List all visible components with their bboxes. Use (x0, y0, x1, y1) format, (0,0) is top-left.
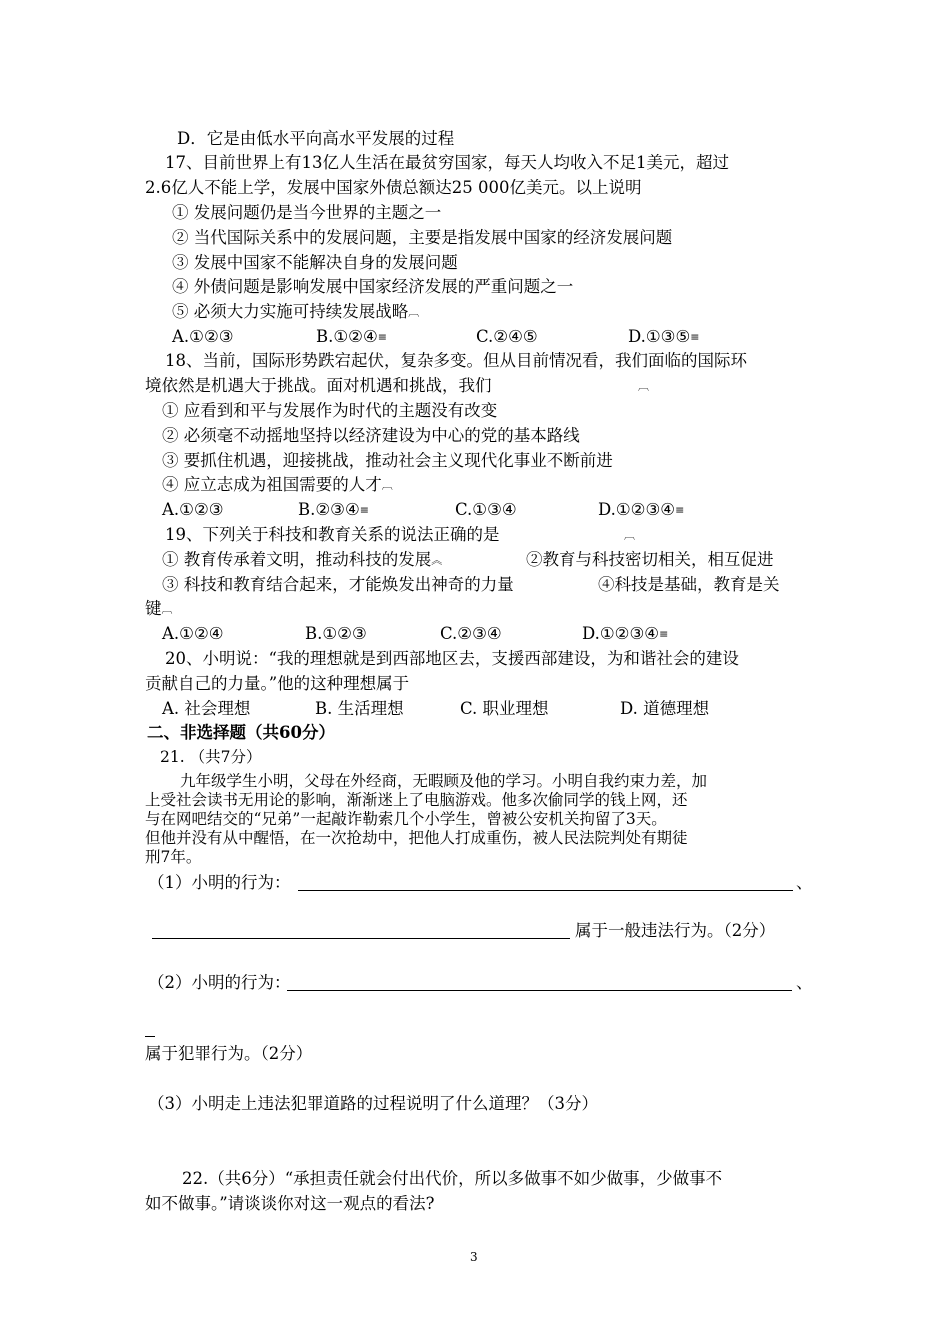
q21-sub2-label: （2）小明的行为： (148, 973, 291, 992)
answer-bracket-mark: ︹ (624, 528, 635, 542)
q21-para-line-4: 但他并没有从中醒悟，在一次抢劫中，把他人打成重伤，被人民法院判处有期徒 (145, 829, 688, 847)
q19-item-1: ① 教育传承着文明，推动科技的发展︽ (162, 550, 443, 569)
page-number: 3 (470, 1250, 478, 1264)
q17-item-4: ④ 外债问题是影响发展中国家经济发展的严重问题之一 (172, 277, 574, 296)
q17-stem-line-1: 17、目前世界上有13亿人生活在最贫穷国家，每天人均收入不足1美元，超过 (165, 153, 729, 172)
q21-para-line-3: 与在网吧结交的“兄弟”一起敲诈勒索几个小学生，曾被公安机关拘留了3天。 (145, 810, 667, 828)
q21-sub1-answer-line-1[interactable] (298, 890, 793, 891)
q17-item-1: ① 发展问题仍是当今世界的主题之一 (172, 203, 442, 222)
q18-option-d: D.①②③④≡ (598, 500, 685, 519)
q17-item-2: ② 当代国际关系中的发展问题，主要是指发展中国家的经济发展问题 (172, 228, 673, 247)
q21-sub3: （3）小明走上违法犯罪道路的过程说明了什么道理？（3分） (148, 1094, 598, 1113)
section-2-title: 二、非选择题（共60分） (147, 723, 335, 742)
q19-option-c: C.②③④ (440, 624, 502, 643)
q19-item-4-cont: 键︹ (145, 599, 173, 618)
q21-sub1-end: 属于一般违法行为。（2分） (575, 921, 776, 940)
q20-option-d: D. 道德理想 (620, 699, 710, 718)
q18-item-2: ② 必须毫不动摇地坚持以经济建设为中心的党的基本路线 (162, 426, 580, 445)
q21-sub1-label: （1）小明的行为： (148, 873, 291, 892)
q19-item-2: ②教育与科技密切相关，相互促进 (526, 550, 774, 569)
q21-para-line-1: 九年级学生小明，父母在外经商，无暇顾及他的学习。小明自我约束力差，加 (180, 772, 708, 790)
q18-item-4: ④ 应立志成为祖国需要的人才︹ (162, 475, 393, 494)
q17-option-a: A.①②③ (172, 327, 234, 346)
q21-sub1-answer-line-2[interactable] (152, 938, 570, 939)
q18-option-a: A.①②③ (162, 500, 224, 519)
q19-option-a: A.①②④ (162, 624, 224, 643)
answer-bracket-mark: ︹ (638, 379, 649, 393)
q18-item-1: ① 应看到和平与发展作为时代的主题没有改变 (162, 401, 498, 420)
q20-option-a: A. 社会理想 (162, 699, 251, 718)
q19-item-3: ③ 科技和教育结合起来，才能焕发出神奇的力量 (162, 575, 514, 594)
q17-item-3: ③ 发展中国家不能解决自身的发展问题 (172, 253, 458, 272)
q20-option-c: C. 职业理想 (460, 699, 549, 718)
q21-sub2-answer-line-2[interactable] (145, 1036, 155, 1037)
q20-stem-line-2: 贡献自己的力量。”他的这种理想属于 (145, 674, 410, 693)
q18-option-b: B.②③④≡ (298, 500, 369, 519)
q22-line-1: 22.（共6分）“承担责任就会付出代价，所以多做事不如少做事，少做事不 (182, 1169, 723, 1188)
q20-option-b: B. 生活理想 (315, 699, 404, 718)
q17-item-5: ⑤ 必须大力实施可持续发展战略︹ (172, 302, 420, 321)
q21-sub2-end: 属于犯罪行为。（2分） (145, 1044, 313, 1063)
q18-item-3: ③ 要抓住机遇，迎接挑战，推动社会主义现代化事业不断前进 (162, 451, 613, 470)
q18-stem-line-1: 18、当前，国际形势跌宕起伏，复杂多变。但从目前情况看，我们面临的国际环 (165, 351, 747, 370)
q19-option-b: B.①②③ (305, 624, 367, 643)
q17-option-c: C.②④⑤ (476, 327, 538, 346)
q17-option-d: D.①③⑤≡ (628, 327, 700, 346)
q21-sub1-separator: 、 (796, 873, 813, 892)
q22-line-2: 如不做事。”请谈谈你对这一观点的看法? (145, 1194, 435, 1213)
q17-option-b: B.①②④≡ (316, 327, 387, 346)
q16-option-d: D．它是由低水平向高水平发展的过程 (177, 129, 455, 148)
q21-para-line-5: 刑7年。 (145, 848, 202, 866)
q19-option-d: D.①②③④≡ (582, 624, 669, 643)
q21-header: 21. （共7分） (160, 748, 262, 766)
q21-sub2-separator: 、 (796, 973, 813, 992)
q20-stem-line-1: 20、小明说：“我的理想就是到西部地区去，支援西部建设，为和谐社会的建设 (165, 649, 739, 668)
q19-item-4: ④科技是基础，教育是关 (598, 575, 780, 594)
q18-option-c: C.①③④ (455, 500, 517, 519)
q18-stem-line-2: 境依然是机遇大于挑战。面对机遇和挑战，我们 (145, 376, 492, 395)
q19-stem: 19、下列关于科技和教育关系的说法正确的是 (165, 525, 500, 544)
q21-sub2-answer-line[interactable] (287, 990, 792, 991)
q21-para-line-2: 上受社会读书无用论的影响，渐渐迷上了电脑游戏。他多次偷同学的钱上网，还 (145, 791, 688, 809)
q17-stem-line-2: 2.6亿人不能上学，发展中国家外债总额达25 000亿美元。以上说明 (145, 178, 642, 197)
